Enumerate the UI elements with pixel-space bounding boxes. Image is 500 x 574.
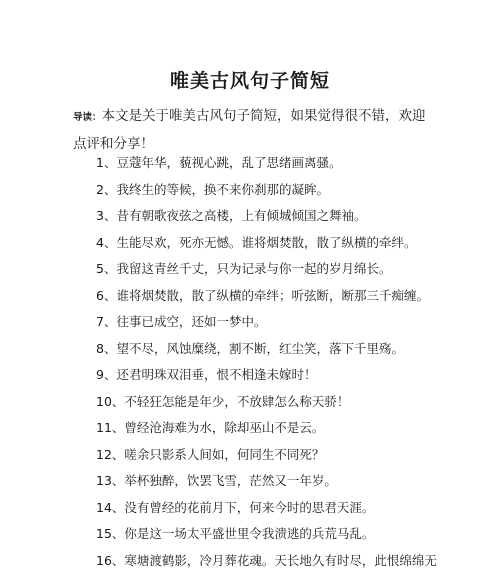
list-item: 16、寒塘渡鹤影，冷月葬花魂。天长地久有时尽，此恨绵绵无 — [96, 548, 437, 574]
list-item: 14、没有曾经的花前月下，何来今时的思君天涯。 — [96, 495, 437, 522]
intro-paragraph — [73, 103, 431, 157]
sentence-list — [96, 150, 437, 574]
list-item: 6、谁将烟焚散，散了纵横的牵绊；听弦断，断那三千痴缠。 — [96, 283, 437, 310]
list-item: 13、举杯独醉，饮罢飞雪，茫然又一年岁。 — [96, 468, 437, 495]
list-item: 11、曾经沧海难为水，除却巫山不是云。 — [96, 415, 437, 442]
list-item: 15、你是这一场太平盛世里令我溃逃的兵荒马乱。 — [96, 521, 437, 548]
list-item: 3、昔有朝歌夜弦之高楼，上有倾城倾国之舞袖。 — [96, 203, 437, 230]
intro-text: 本文是关于唯美古风句子简短，如果觉得很不错，欢迎点评和分享！ — [73, 108, 426, 152]
list-item: 5、我留这青丝千丈，只为记录与你一起的岁月绵长。 — [96, 256, 437, 283]
list-item: 4、生能尽欢，死亦无憾。谁将烟焚散，散了纵横的牵绊。 — [96, 230, 437, 257]
list-item: 12、嗟余只影系人间如，何同生不同死？ — [96, 442, 437, 469]
list-item: 8、望不尽，风蚀糜绕，割不断，红尘笑，落下千里殇。 — [96, 336, 437, 363]
intro-lead: 导读： — [73, 112, 102, 123]
list-item: 9、还君明珠双泪垂，恨不相逢未嫁时！ — [96, 362, 437, 389]
list-item: 7、往事已成空，还如一梦中。 — [96, 309, 437, 336]
list-item: 1、豆蔻年华，藐视心跳，乱了思绪画离骚。 — [96, 150, 437, 177]
list-item: 2、我终生的等候，换不来你刹那的凝眸。 — [96, 177, 437, 204]
list-item: 10、不轻狂怎能是年少，不放肆怎么称天骄！ — [96, 389, 437, 416]
page-title: 唯美古风句子简短 — [0, 66, 500, 93]
